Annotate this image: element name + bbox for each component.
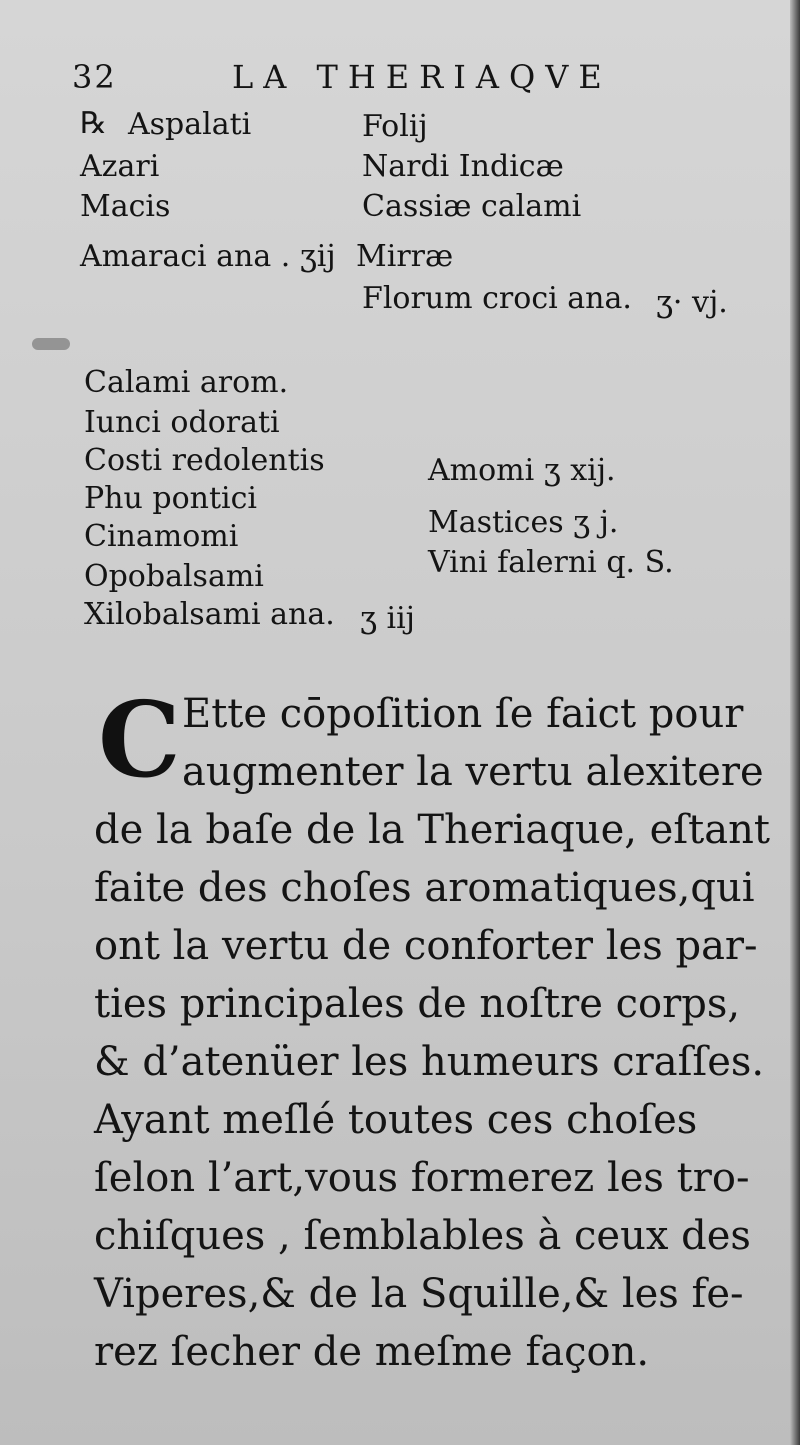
text-line: & d’atenüer les humeurs craſſes.: [94, 1039, 765, 1085]
ingredient-left: Macis: [80, 189, 171, 224]
ingredient-left: Iunci odorati: [84, 405, 280, 440]
ingredient-right: Mastices ʒ j.: [428, 505, 619, 540]
ingredient-right: Cassiæ calami: [362, 189, 582, 224]
ingredient-left: Costi redolentis: [84, 443, 325, 478]
text-line: ont la vertu de conforter les par-: [94, 923, 758, 969]
quantity-xilobalsami: ʒ iij: [360, 601, 415, 636]
ink-smudge: [32, 338, 70, 350]
page-number: 32: [72, 58, 117, 96]
recipe-symbol: ℞: [80, 106, 107, 141]
ingredient-left: Calami arom.: [84, 365, 289, 400]
text-line: rez ſecher de meſme façon.: [94, 1329, 650, 1375]
ingredient-left: Phu pontici: [84, 481, 257, 516]
ingredient-left: Xilobalsami ana.: [84, 597, 335, 632]
text-line: ties principales de noſtre corps,: [94, 981, 741, 1027]
text-line: augmenter la vertu alexitere: [182, 749, 764, 795]
text-line: de la baſe de la Theriaque, eſtant: [94, 807, 770, 853]
text-line: Ette cōpoſition ſe faict pour: [182, 691, 744, 737]
ingredient-right: Amomi ʒ xij.: [428, 453, 616, 488]
quantity-florum: ʒ· vj.: [656, 285, 728, 320]
text-line: faite des choſes aromatiques,qui: [94, 865, 755, 911]
ingredient-left: Cinamomi: [84, 519, 239, 554]
running-title: LA THERIAQVE: [232, 58, 612, 96]
ingredient-right: Nardi Indicæ: [362, 149, 564, 184]
ingredient-amaraci: Amaraci ana . ʒij: [80, 239, 336, 274]
ingredient-mirrae: Mirræ: [356, 239, 454, 274]
ingredient-florum: Florum croci ana.: [362, 281, 632, 316]
ingredient-right: Vini falerni q. S.: [428, 545, 674, 580]
ingredient-right: Folij: [362, 109, 428, 144]
ingredient-left: Azari: [80, 149, 160, 184]
ingredient-left: Opobalsami: [84, 559, 264, 594]
ingredient-left: Aspalati: [128, 107, 252, 142]
text-line: Viperes,& de la Squille,& les fe-: [94, 1271, 744, 1317]
text-line: ſelon l’art,vous formerez les tro-: [94, 1155, 750, 1201]
text-line: chiſques , ſemblables à ceux des: [94, 1213, 751, 1259]
drop-cap: C: [98, 678, 181, 801]
page-edge-shadow: [790, 0, 800, 1445]
text-line: Ayant meſlé toutes ces choſes: [94, 1097, 698, 1143]
